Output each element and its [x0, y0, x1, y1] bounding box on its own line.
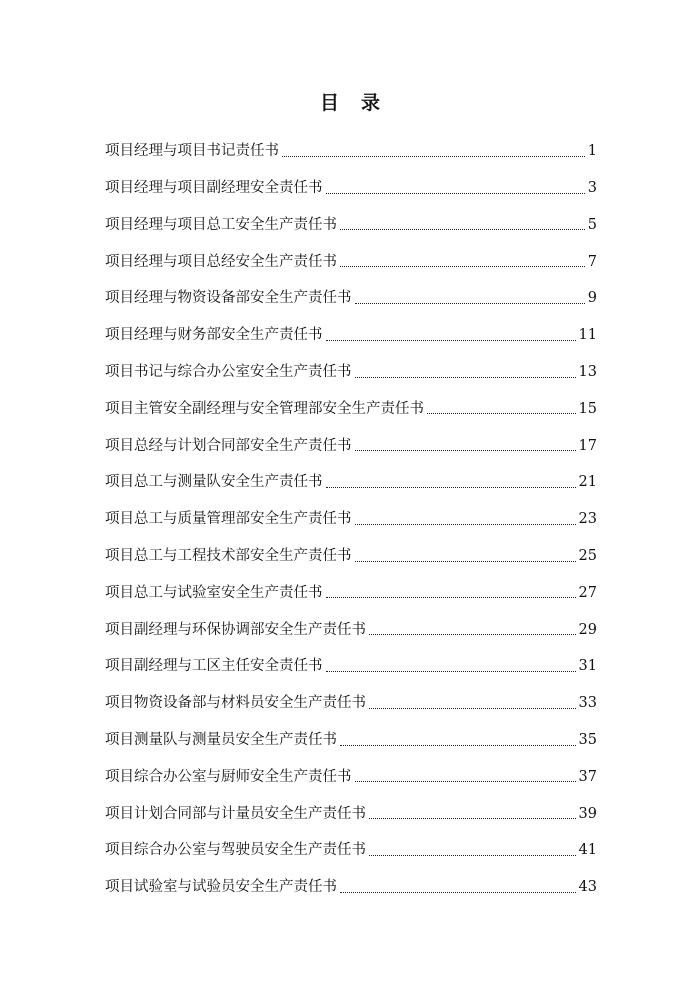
toc-dot-leader [326, 671, 576, 672]
toc-dot-leader [326, 193, 585, 194]
toc-entry-title: 项目副经理与环保协调部安全生产责任书 [105, 621, 366, 638]
toc-entry-title: 项目总工与工程技术部安全生产责任书 [105, 548, 352, 565]
toc-title [0, 88, 700, 115]
toc-entry-page-number: 15 [578, 400, 597, 417]
toc-entry-page-number: 23 [578, 511, 597, 528]
toc-dot-leader [340, 229, 585, 230]
toc-entry-page-number: 27 [578, 584, 597, 601]
toc-dot-leader [355, 561, 576, 562]
toc-entry[interactable] [105, 232, 597, 269]
toc-entry[interactable] [105, 159, 597, 196]
toc-entry-page-number: 41 [578, 842, 597, 859]
toc-entry[interactable] [105, 196, 597, 233]
toc-entry-page-number: 7 [587, 253, 597, 270]
toc-entry[interactable] [105, 784, 597, 821]
toc-entry-page-number: 21 [578, 474, 597, 491]
toc-entry-page-number: 9 [587, 290, 597, 307]
toc-entry[interactable] [105, 564, 597, 601]
toc-entry-title: 项目经理与项目书记责任书 [105, 143, 279, 160]
toc-dot-leader [282, 156, 585, 157]
toc-entry[interactable] [105, 122, 597, 159]
toc-entry-title: 项目经理与项目总工安全生产责任书 [105, 216, 337, 233]
toc-entry[interactable] [105, 600, 597, 637]
toc-dot-leader [340, 892, 576, 893]
toc-entry-page-number: 25 [578, 548, 597, 565]
toc-entry-page-number: 3 [587, 180, 597, 197]
toc-entry-page-number: 33 [578, 695, 597, 712]
toc-entry-title: 项目试验室与试验员安全生产责任书 [105, 879, 337, 896]
toc-entry-page-number: 1 [587, 143, 597, 160]
toc-entry[interactable] [105, 674, 597, 711]
toc-dot-leader [369, 818, 576, 819]
toc-entry-title: 项目经理与项目副经理安全责任书 [105, 180, 323, 197]
toc-dot-leader [369, 708, 576, 709]
toc-dot-leader [355, 781, 576, 782]
toc-dot-leader [326, 340, 576, 341]
toc-entry-title: 项目测量队与测量员安全生产责任书 [105, 732, 337, 749]
toc-entry-page-number: 11 [578, 327, 597, 344]
toc-entry[interactable] [105, 748, 597, 785]
toc-entry[interactable] [105, 637, 597, 674]
toc-entry[interactable] [105, 269, 597, 306]
toc-entry[interactable] [105, 490, 597, 527]
toc-entry-page-number: 31 [578, 658, 597, 675]
toc-entry-page-number: 13 [578, 364, 597, 381]
toc-dot-leader [369, 634, 576, 635]
toc-entry[interactable] [105, 380, 597, 417]
toc-entry-title: 项目综合办公室与驾驶员安全生产责任书 [105, 842, 366, 859]
toc-title-char: 录 [361, 92, 381, 114]
toc-entry-title: 项目物资设备部与材料员安全生产责任书 [105, 695, 366, 712]
toc-entry-title: 项目总工与测量队安全生产责任书 [105, 474, 323, 491]
toc-entry-page-number: 37 [578, 768, 597, 785]
toc-entry[interactable] [105, 527, 597, 564]
toc-dot-leader [355, 377, 576, 378]
toc-dot-leader [326, 487, 576, 488]
toc-entry-title: 项目经理与物资设备部安全生产责任书 [105, 290, 352, 307]
toc-list [105, 122, 597, 895]
toc-dot-leader [427, 413, 576, 414]
toc-entry[interactable] [105, 306, 597, 343]
toc-entry-title: 项目总经与计划合同部安全生产责任书 [105, 437, 352, 454]
toc-entry-page-number: 29 [578, 621, 597, 638]
toc-entry[interactable] [105, 858, 597, 895]
toc-entry-page-number: 35 [578, 732, 597, 749]
toc-entry-page-number: 17 [578, 437, 597, 454]
toc-entry-title: 项目副经理与工区主任安全责任书 [105, 658, 323, 675]
toc-entry-title: 项目经理与项目总经安全生产责任书 [105, 253, 337, 270]
toc-entry-title: 项目总工与质量管理部安全生产责任书 [105, 511, 352, 528]
toc-dot-leader [369, 855, 576, 856]
toc-entry-title: 项目总工与试验室安全生产责任书 [105, 584, 323, 601]
toc-dot-leader [355, 524, 576, 525]
toc-entry[interactable] [105, 416, 597, 453]
toc-title-char: 目 [319, 92, 339, 114]
toc-entry-title: 项目主管安全副经理与安全管理部安全生产责任书 [105, 400, 424, 417]
toc-dot-leader [355, 450, 576, 451]
toc-entry[interactable] [105, 343, 597, 380]
toc-entry-title: 项目经理与财务部安全生产责任书 [105, 327, 323, 344]
toc-dot-leader [340, 745, 576, 746]
toc-entry[interactable] [105, 821, 597, 858]
toc-entry-title: 项目计划合同部与计量员安全生产责任书 [105, 805, 366, 822]
toc-entry[interactable] [105, 711, 597, 748]
toc-entry-title: 项目综合办公室与厨师安全生产责任书 [105, 768, 352, 785]
toc-entry-page-number: 39 [578, 805, 597, 822]
toc-entry[interactable] [105, 453, 597, 490]
toc-entry-page-number: 43 [578, 879, 597, 896]
toc-entry-page-number: 5 [587, 216, 597, 233]
toc-dot-leader [355, 303, 585, 304]
toc-dot-leader [340, 266, 585, 267]
toc-dot-leader [326, 597, 576, 598]
toc-entry-title: 项目书记与综合办公室安全生产责任书 [105, 364, 352, 381]
